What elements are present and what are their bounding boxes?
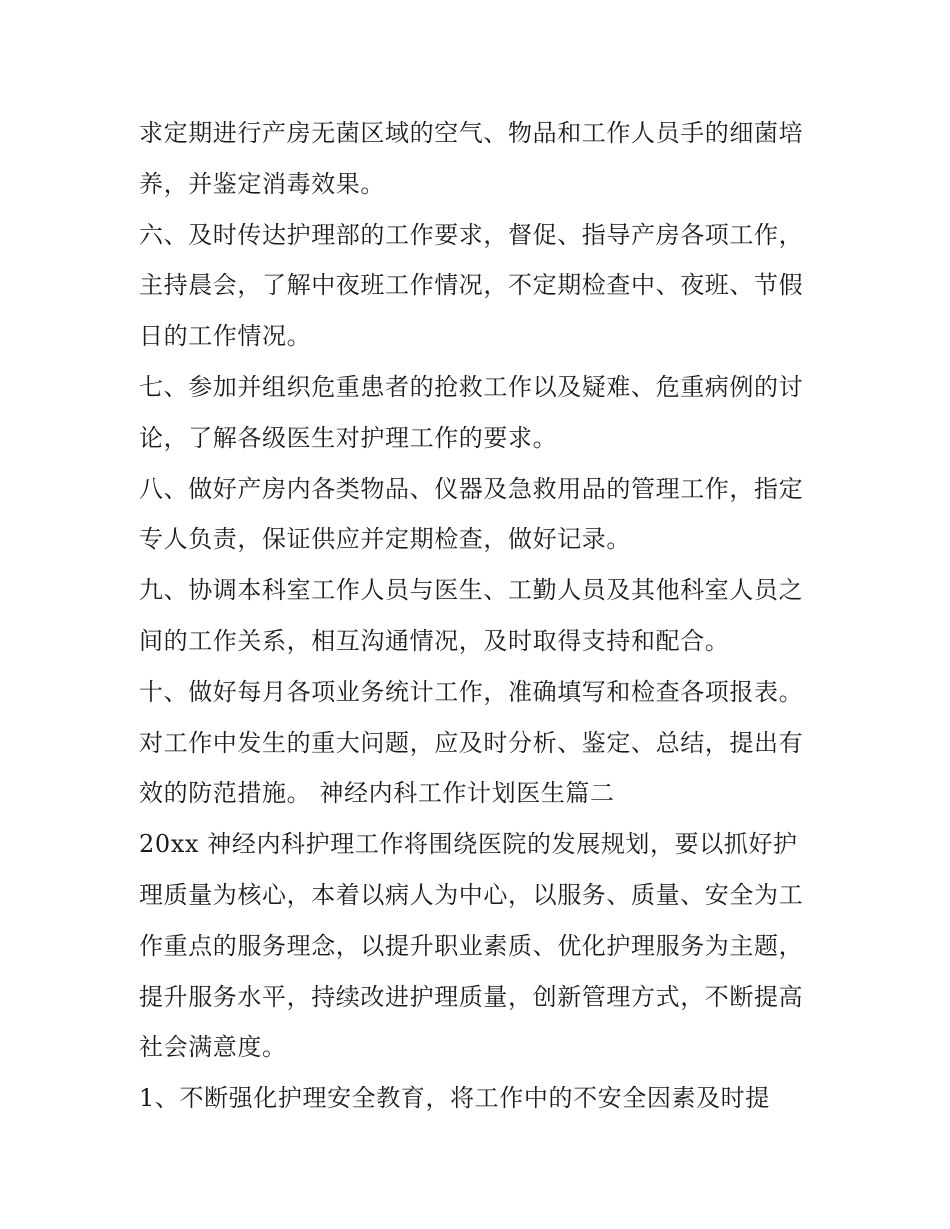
- text-line: 九、协调本科室工作人员与医生、工勤人员及其他科室人员之: [139, 576, 804, 605]
- text-line: 求定期进行产房无菌区域的空气、物品和工作人员手的细菌培: [139, 119, 804, 147]
- text-line: 理质量为核心，本着以病人为中心，以服务、质量、安全为工: [139, 880, 804, 909]
- text-line: 日的工作情况。: [139, 322, 312, 351]
- text-line: 专人负责，保证供应并定期检查，做好记录。: [139, 525, 631, 554]
- text-line: 20xx 神经内科护理工作将围绕医院的发展规划，要以抓好护: [139, 830, 798, 859]
- text-line: 社会满意度。: [139, 1033, 287, 1062]
- text-line: 论，了解各级医生对护理工作的要求。: [139, 423, 558, 452]
- text-line: 效的防范措施。 神经内科工作计划医生篇二: [139, 779, 615, 808]
- text-line: 十、做好每月各项业务统计工作，准确填写和检查各项报表。: [139, 677, 804, 706]
- text-line: 对工作中发生的重大问题，应及时分析、鉴定、总结，提出有: [139, 728, 804, 757]
- body-text: [139, 108, 829, 1124]
- text-line: 作重点的服务理念，以提升职业素质、优化护理服务为主题，: [139, 931, 804, 960]
- text-line: 1、不断强化护理安全教育，将工作中的不安全因素及时提: [139, 1084, 770, 1113]
- text-line: 提升服务水平，持续改进护理质量，创新管理方式，不断提高: [139, 982, 804, 1011]
- text-line: 八、做好产房内各类物品、仪器及急救用品的管理工作，指定: [139, 474, 804, 503]
- text-line: 七、参加并组织危重患者的抢救工作以及疑难、危重病例的讨: [139, 372, 804, 401]
- text-line: 养，并鉴定消毒效果。: [139, 169, 385, 198]
- text-line: 六、及时传达护理部的工作要求，督促、指导产房各项工作，: [139, 220, 804, 249]
- text-line: 间的工作关系，相互沟通情况，及时取得支持和配合。: [139, 626, 730, 655]
- text-line: 主持晨会，了解中夜班工作情况，不定期检查中、夜班、节假: [139, 271, 804, 300]
